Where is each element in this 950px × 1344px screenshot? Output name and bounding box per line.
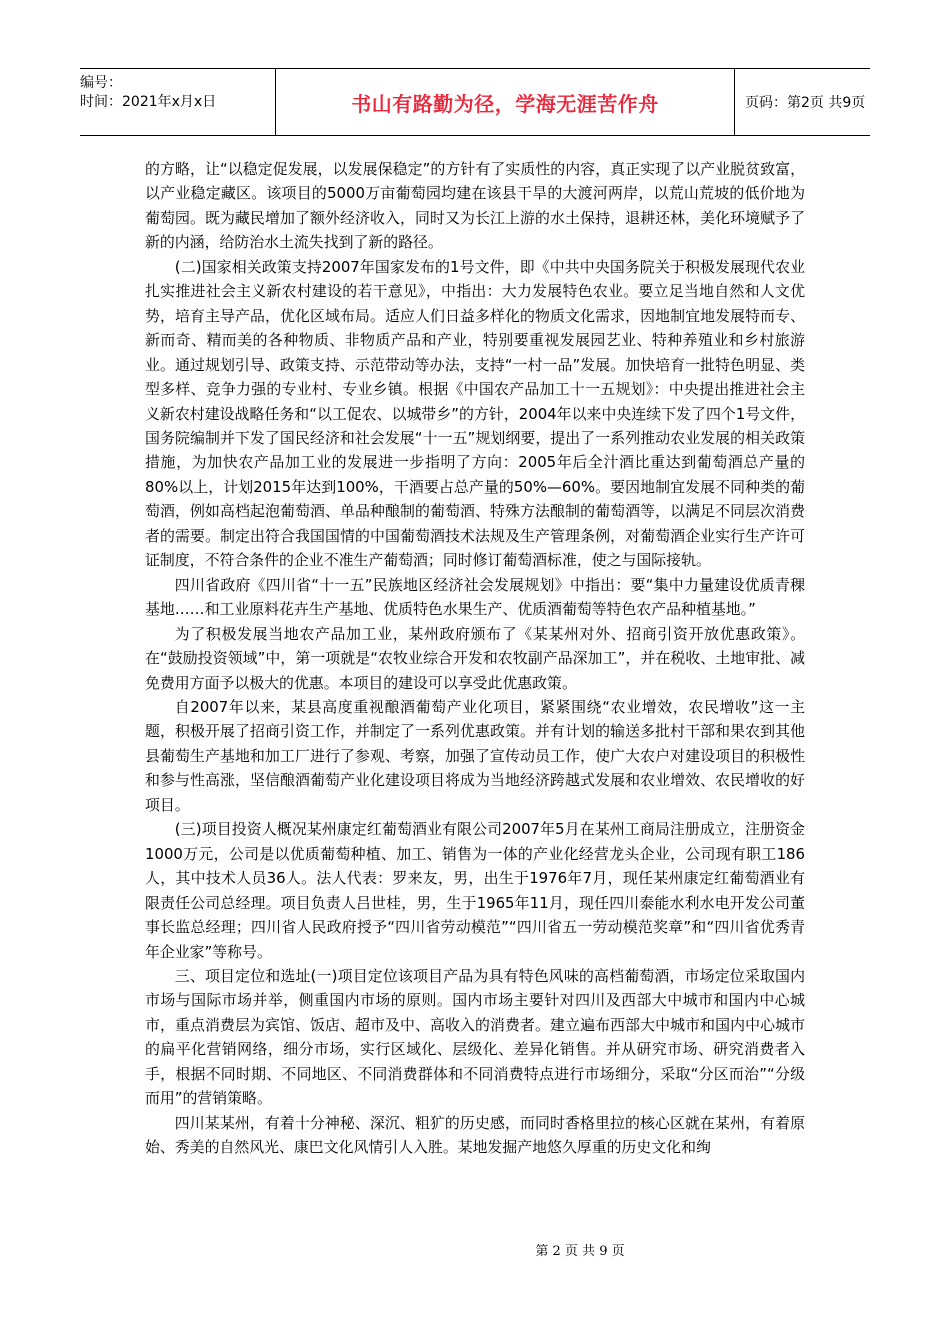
page-header	[80, 68, 870, 136]
paragraph: 四川省政府《四川省“十一五”民族地区经济社会发展规划》中指出：要“集中力量建设优质青稞基地……和工业原料花卉生产基地、优质特色水果生产、优质酒葡萄等特色农产品种植基地。”	[145, 575, 805, 619]
paragraph: 三、项目定位和选址(一)项目定位该项目产品为具有特色风味的高档葡萄酒，市场定位采取国内市场与国际市场并举，侧重国内市场的原则。国内市场主要针对四川及西部大中城市和国内中心城市，重点消费层为宾馆、饭店、超市及中、高收入的消费者。建立遍布西部大中城市和国内中心城市的扁平化营销网络，细分市场，实行区域化、层级化、差异化销售。并从研究市场、研究消费者入手，根据不同时期、不同地区、不同消费群体和不同消费特点进行市场细分，采取“分区而治”“分级而用”的营销策略。	[145, 966, 805, 1108]
paragraph: 为了积极发展当地农产品加工业，某州政府颁布了《某某州对外、招商引资开放优惠政策》。在“鼓励投资领域”中，第一项就是“农牧业综合开发和农牧副产品深加工”，并在税收、土地审批、减免费用方面予以极大的优惠。本项目的建设可以享受此优惠政策。	[145, 624, 805, 692]
paragraph: 的方略，让“以稳定促发展，以发展保稳定”的方针有了实质性的内容，真正实现了以产业脱贫致富，以产业稳定藏区。该项目的5000万亩葡萄园均建在该县干旱的大渡河两岸，以荒山荒坡的低价地为葡萄园。既为藏民增加了额外经济收入，同时又为长江上游的水土保持，退耕还林，美化环境赋予了新的内涵，给防治水土流失找到了新的路径。	[145, 160, 805, 252]
paragraph: 自2007年以来，某县高度重视酿酒葡萄产业化项目，紧紧围绕“农业增效，农民增收”这一主题，积极开展了招商引资工作，并制定了一系列优惠政策。并有计划的输送多批村干部和果农到其他县葡萄生产基地和加工厂进行了参观、考察，加强了宣传动员工作，使广大农户对建设项目的积极性和参与性高涨，坚信酿酒葡萄产业化建设项目将成为当地经济跨越式发展和农业增效、农民增收的好项目。	[145, 697, 805, 814]
header-meta	[80, 69, 275, 135]
page-footer: 第 2 页 共 9 页	[535, 1244, 625, 1259]
header-page-number: 页码：第2页 共9页	[745, 95, 866, 111]
paragraph: 四川某某州，有着十分神秘、深沉、粗犷的历史感，而同时香格里拉的核心区就在某州，有着原始、秀美的自然风光、康巴文化风情引人入胜。某地发掘产地悠久厚重的历史文化和绚	[145, 1113, 805, 1157]
header-motto: 书山有路勤为径，学海无涯苦作舟	[351, 91, 659, 116]
header-motto-cell	[275, 69, 735, 135]
paragraph: (二)国家相关政策支持2007年国家发布的1号文件，即《中共中央国务院关于积极发展现代农业扎实推进社会主义新农村建设的若干意见》，中指出：大力发展特色农业。要立足当地自然和人文优势，培育主导产品，优化区域布局。适应人们日益多样化的物质文化需求，因地制宜地发展特而专、新而奇、精而美的各种物质、非物质产品和产业，特别要重视发展园艺业、特种养殖业和乡村旅游业。通过规划引导、政策支持、示范带动等办法，支持“一村一品”发展。加快培育一批特色明显、类型多样、竞争力强的专业村、专业乡镇。根据《中国农产品加工十一五规划》：中央提出推进社会主义新农村建设战略任务和“以工促农、以城带乡”的方针，2004年以来中央连续下发了四个1号文件，国务院编制并下发了国民经济和社会发展“十一五”规划纲要，提出了一系列推动农业发展的相关政策措施，为加快农产品加工业的发展进一步指明了方向：2005年后全汁酒比重达到葡萄酒总产量的80%以上，计划2015年达到100%，干酒要占总产量的50%—60%。要因地制宜发展不同种类的葡萄酒，例如高档起泡葡萄酒、单品种酿制的葡萄酒、特殊方法酿制的葡萄酒等，以满足不同层次消费者的需要。制定出符合我国国情的中国葡萄酒技术法规及生产管理条例，对葡萄酒企业实行生产许可证制度，不符合条件的企业不准生产葡萄酒；同时修订葡萄酒标准，使之与国际接轨。	[145, 257, 805, 570]
document-time-label: 时间：2021年x月x日	[80, 94, 217, 110]
document-body	[145, 157, 805, 1160]
paragraph: (三)项目投资人概况某州康定红葡萄酒业有限公司2007年5月在某州工商局注册成立，注册资金1000万元，公司是以优质葡萄种植、加工、销售为一体的产业化经营龙头企业，公司现有职工186人，其中技术人员36人。法人代表：罗来友，男，出生于1976年7月，现任某州康定红葡萄酒业有限责任公司总经理。项目负责人吕世桂，男，生于1965年11月，现任四川泰能水利水电开发公司董事长监总经理；四川省人民政府授予“四川省劳动模范”“四川省五一劳动模范奖章”和“四川省优秀青年企业家”等称号。	[145, 820, 805, 961]
document-number-label: 编号：	[80, 75, 122, 91]
